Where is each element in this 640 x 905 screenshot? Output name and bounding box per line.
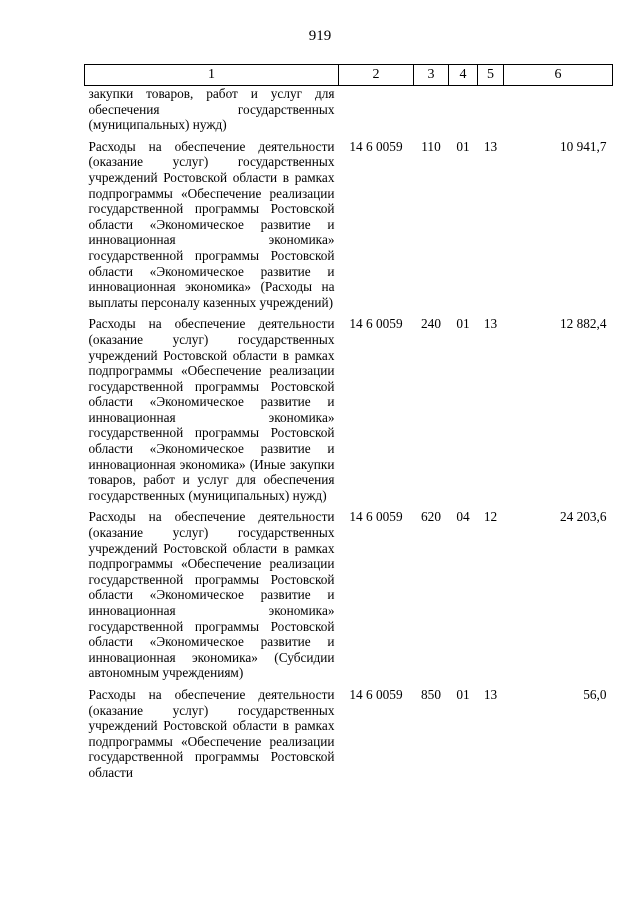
row-csr: 14 6 0059 — [349, 686, 403, 702]
row-vr: 240 — [421, 316, 441, 332]
row-pr — [478, 86, 504, 139]
row-vr: 110 — [421, 138, 441, 154]
header-col-1: 1 — [85, 65, 339, 86]
row-vr — [414, 86, 449, 139]
row-vr: 620 — [421, 509, 441, 525]
header-col-4: 4 — [449, 65, 478, 86]
row-pr: 13 — [483, 316, 498, 332]
row-amount: 12 882,4 — [559, 316, 607, 332]
row-description: Расходы на обеспечение деятельности (оказание услуг) государственных учреждений Ростовской области в рамках подпрограммы «Обеспечение реализации государственной программы Ростовской области — [88, 686, 335, 780]
table-row — [85, 86, 613, 139]
row-csr — [339, 86, 414, 139]
row-csr: 14 6 0059 — [349, 509, 403, 525]
page-number: 919 — [308, 28, 332, 44]
row-description: закупки товаров, работ и услуг для обеспечения государственных (муниципальных) нужд) — [88, 86, 335, 133]
header-col-2: 2 — [339, 65, 414, 86]
table-row — [85, 509, 613, 687]
header-col-6: 6 — [504, 65, 613, 86]
row-amount — [504, 86, 613, 139]
row-description: Расходы на обеспечение деятельности (оказание услуг) государственных учреждений Ростовской области в рамках подпрограммы «Обеспечение реализации государственной программы Ростовской области «Экономическое развитие и инновационная экономика» государственной программы Ростовской области «Экономическое развитие и инновационная экономика» (Субсидии автономным учреждениям) — [88, 509, 335, 681]
row-rz: 01 — [456, 316, 470, 332]
row-amount: 10 941,7 — [559, 138, 607, 154]
row-rz — [449, 86, 478, 139]
row-rz: 01 — [456, 686, 470, 702]
table-row — [85, 316, 613, 509]
header-row — [85, 65, 613, 86]
row-pr: 13 — [483, 686, 498, 702]
row-rz: 04 — [456, 509, 470, 525]
row-description: Расходы на обеспечение деятельности (оказание услуг) государственных учреждений Ростовской области в рамках подпрограммы «Обеспечение реализации государственной программы Ростовской области «Экономическое развитие и инновационная экономика» государственной программы Ростовской области «Экономическое развитие и инновационная экономика» (Иные закупки товаров, работ и услуг для обеспечения государственных (муниципальных) нужд) — [88, 316, 335, 503]
table-row — [85, 139, 613, 317]
budget-table — [84, 64, 613, 787]
row-csr: 14 6 0059 — [349, 316, 403, 332]
row-vr: 850 — [421, 686, 441, 702]
row-amount: 56,0 — [583, 686, 607, 702]
row-description: Расходы на обеспечение деятельности (оказание услуг) государственных учреждений Ростовской области в рамках подпрограммы «Обеспечение реализации государственной программы Ростовской области «Экономическое развитие и инновационная экономика» государственной программы Ростовской области «Экономическое развитие и инновационная экономика» (Расходы на выплаты персоналу казенных учреждений) — [88, 138, 335, 310]
table-row — [85, 687, 613, 787]
row-pr: 12 — [483, 509, 498, 525]
header-col-3: 3 — [414, 65, 449, 86]
row-rz: 01 — [456, 138, 470, 154]
row-pr: 13 — [483, 138, 498, 154]
row-amount: 24 203,6 — [559, 509, 607, 525]
row-csr: 14 6 0059 — [349, 138, 403, 154]
header-col-5: 5 — [478, 65, 504, 86]
